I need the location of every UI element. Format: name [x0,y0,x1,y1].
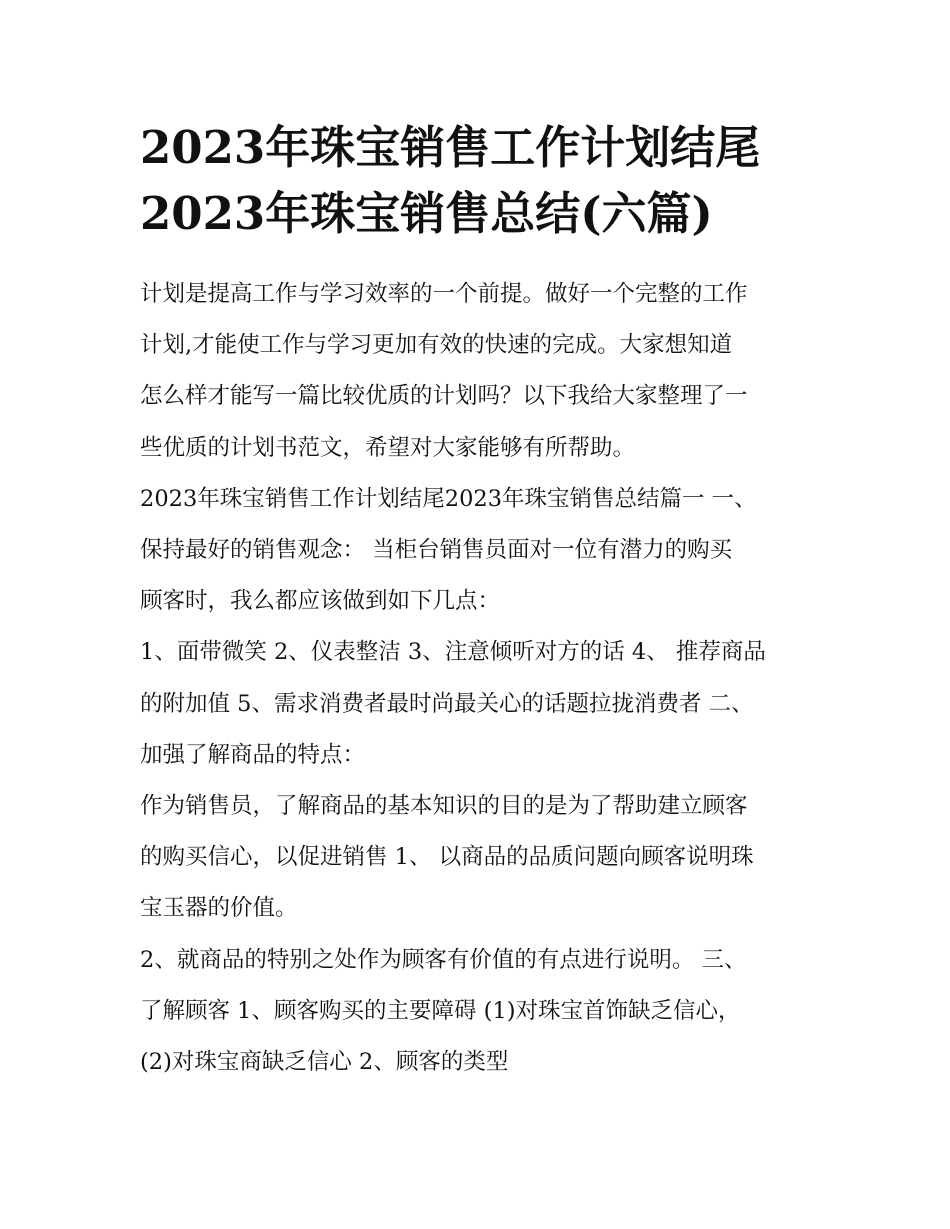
text-line: 些优质的计划书范文，希望对大家能够有所帮助。 [140,434,636,461]
paragraph-intro [140,269,820,474]
text-line: 2、就商品的特别之处作为顾客有价值的有点进行说明。 三、 [140,946,747,973]
paragraph-points-list [140,627,820,781]
text-line: 的附加值 5、需求消费者最时尚最关心的话题拉拢消费者 二、 [140,690,754,717]
text-line: 作为销售员，了解商品的基本知识的目的是为了帮助建立顾客 [140,793,748,820]
text-line: 怎么样才能写一篇比较优质的计划吗？以下我给大家整理了一 [140,383,748,410]
title-line-2: 2023年珠宝销售总结(六篇) [140,187,713,240]
text-line: 计划,才能使工作与学习更加有效的快速的完成。大家想知道 [140,332,733,359]
document-body [140,115,820,1088]
paragraph-product-knowledge [140,781,820,935]
text-line: 了解顾客 1、顾客购买的主要障碍 (1)对珠宝首饰缺乏信心， [140,997,741,1024]
text-line: (2)对珠宝商缺乏信心 2、顾客的类型 [140,1049,509,1076]
text-line: 的购买信心，以促进销售 1、 以商品的品质问题向顾客说明珠 [140,844,754,871]
text-line: 2023年珠宝销售工作计划结尾2023年珠宝销售总结篇一 一、 [140,485,757,512]
text-line: 1、面带微笑 2、仪表整洁 3、注意倾听对方的话 4、 推荐商品 [140,639,766,666]
text-line: 宝玉器的价值。 [140,895,298,922]
document-title [140,115,820,247]
paragraph-customer [140,935,820,1089]
title-line-1: 2023年珠宝销售工作计划结尾 [140,121,761,174]
text-line: 加强了解商品的特点： [140,741,366,768]
paragraph-section-one [140,474,820,628]
text-line: 保持最好的销售观念： 当柜台销售员面对一位有潜力的购买 [140,537,733,564]
text-line: 顾客时，我么都应该做到如下几点： [140,588,501,615]
text-line: 计划是提高工作与学习效率的一个前提。做好一个完整的工作 [140,281,748,307]
